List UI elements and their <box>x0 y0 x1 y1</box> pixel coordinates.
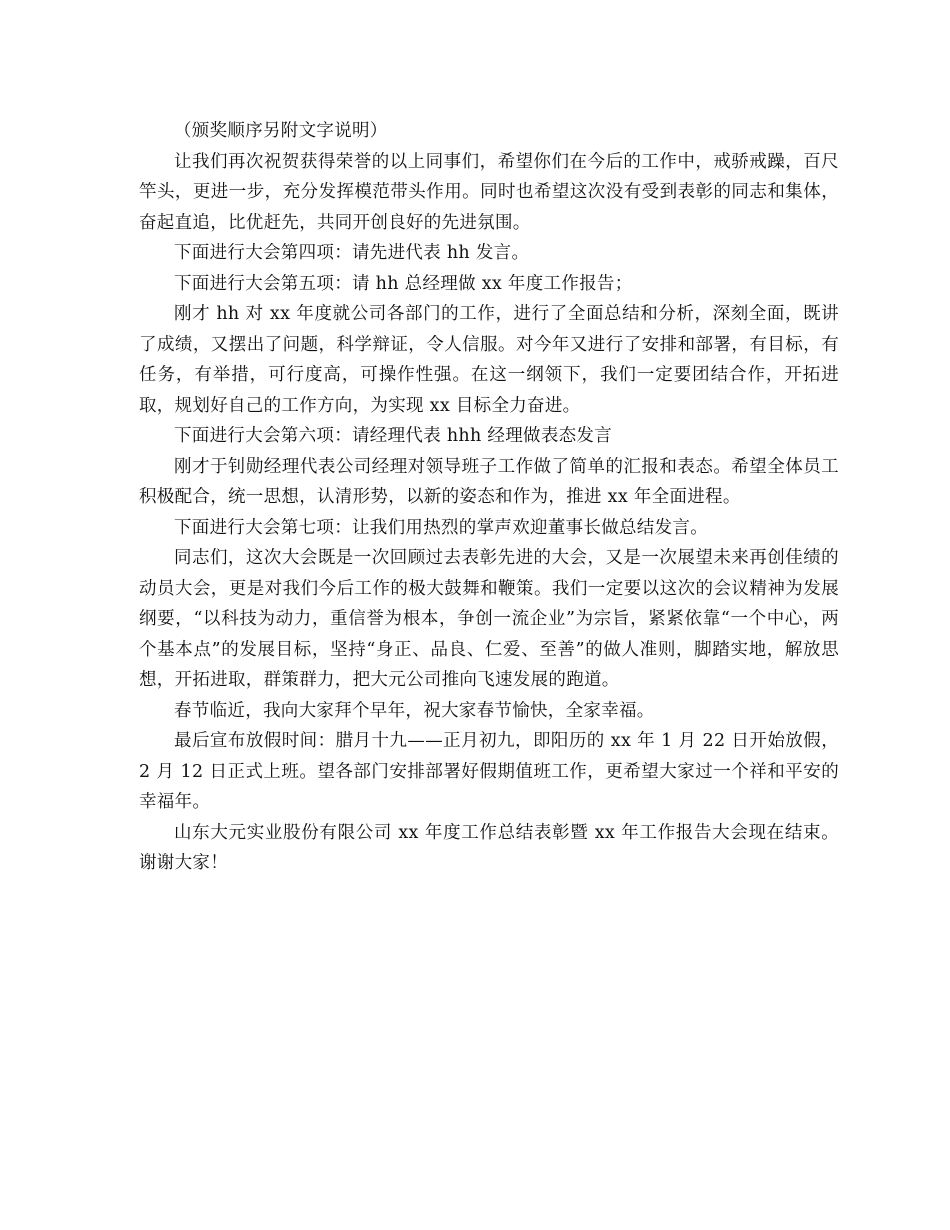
paragraph-closing: 山东大元实业股份有限公司 xx 年度工作总结表彰暨 xx 年工作报告大会现在结束。谢谢大家！ <box>139 822 839 873</box>
paragraph-congratulations: 让我们再次祝贺获得荣誉的以上同事们，希望你们在今后的工作中，戒骄戒躁，百尺竿头，更进一步，充分发挥模范带头作用。同时也希望这次没有受到表彰的同志和集体，奋起直追，比优赶先，共同开创良好的先进氛围。 <box>139 151 839 233</box>
paragraph-item-seven: 下面进行大会第七项：让我们用热烈的掌声欢迎董事长做总结发言。 <box>174 517 708 538</box>
document-body <box>139 116 839 879</box>
paragraph-holiday-schedule: 最后宣布放假时间：腊月十九——正月初九，即阳历的 xx 年 1 月 22 日开始放假，2 月 12 日正式上班。望各部门安排部署好假期值班工作，更希望大家过一个祥和平安的幸福年。 <box>139 731 839 812</box>
paragraph-spring-festival: 春节临近，我向大家拜个早年，祝大家春节愉快，全家幸福。 <box>174 700 655 721</box>
paragraph-award-order-note: （颁奖顺序另附文字说明） <box>174 121 388 141</box>
paragraph-item-six: 下面进行大会第六项：请经理代表 hhh 经理做表态发言 <box>174 426 613 446</box>
paragraph-item-five: 下面进行大会第五项：请 hh 总经理做 xx 年度工作报告； <box>174 273 633 294</box>
paragraph-manager-comment: 刚才于钊勋经理代表公司经理对领导班子工作做了简单的汇报和表态。希望全体员工积极配合，统一思想，认清形势，以新的姿态和作为，推进 xx 年全面进程。 <box>139 456 839 507</box>
paragraph-report-comment: 刚才 hh 对 xx 年度就公司各部门的工作，进行了全面总结和分析，深刻全面，既讲了成绩，又摆出了问题，科学辩证，令人信服。对今年又进行了安排和部署，有目标，有任务，有举措，可行度高，可操作性强。在这一纲领下，我们一定要团结合作，开拓进取，规划好自己的工作方向，为实现 xx 目标全力奋进。 <box>139 304 839 416</box>
paragraph-item-four: 下面进行大会第四项：请先进代表 hh 发言。 <box>174 243 530 263</box>
paragraph-comrades-speech: 同志们，这次大会既是一次回顾过去表彰先进的大会，又是一次展望未来再创佳绩的动员大会，更是对我们今后工作的极大鼓舞和鞭策。我们一定要以这次的会议精神为发展纲要，“以科技为动力，重信誉为根本，争创一流企业”为宗旨，紧紧依靠“一个中心，两个基本点”的发展目标，坚持“身正、品良、仁爱、至善”的做人准则，脚踏实地，解放思想，开拓进取，群策群力，把大元公司推向飞速发展的跑道。 <box>139 548 839 690</box>
